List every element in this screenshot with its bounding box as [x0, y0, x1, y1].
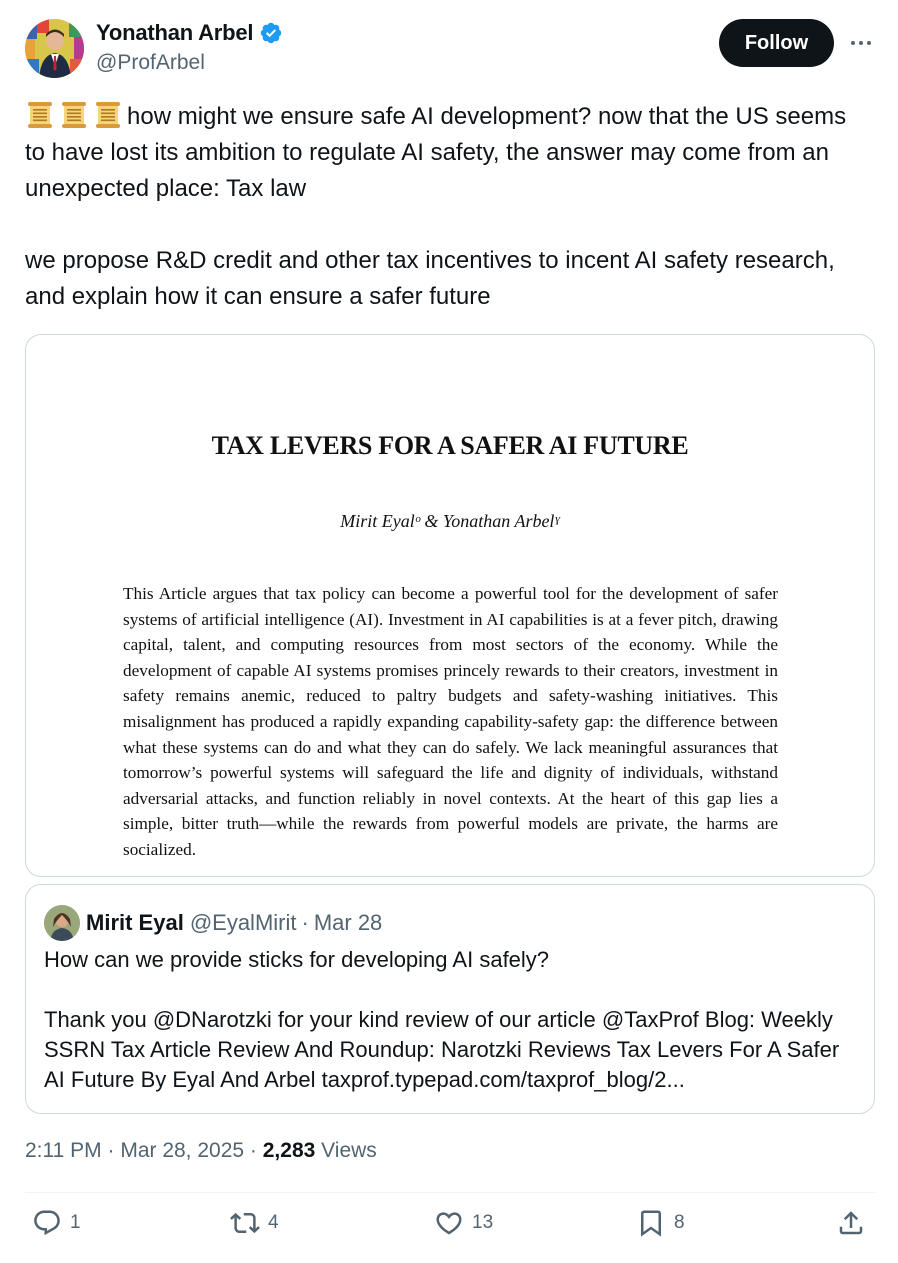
quoted-tweet-date: Mar 28 — [313, 910, 383, 935]
action-bar — [0, 1208, 898, 1248]
quoted-author-handle: @EyalMirit — [189, 910, 297, 935]
bookmark-icon — [636, 1208, 666, 1238]
author-avatar[interactable] — [25, 19, 84, 78]
author-handle[interactable]: @ProfArbel — [96, 51, 205, 74]
views-count: 2,283 — [262, 1139, 316, 1162]
repost-icon — [230, 1208, 260, 1238]
quoted-tweet-header — [44, 905, 382, 941]
meta-separator: · — [244, 1139, 263, 1162]
tweet-paragraph-2: we propose R&D credit and other tax incentives to incent AI safety research, and explain how it can ensure a safer future — [25, 247, 835, 310]
quoted-tweet-line-2: Thank you @DNarotzki for your kind review of our article @TaxProf Blog: Weekly SSRN Tax Article Review And Roundup: Narotzki Reviews Tax Levers For A Safer AI Future By Eyal And Arbel taxprof.typepad.com/taxprof_blog/2... — [44, 1007, 840, 1092]
tweet-paragraph-1 — [25, 99, 865, 207]
like-button[interactable] — [434, 1208, 493, 1238]
author-name-row[interactable] — [96, 20, 283, 46]
reply-count: 1 — [70, 1212, 81, 1233]
quoted-tweet-text — [44, 945, 854, 1095]
heart-icon — [434, 1208, 464, 1238]
tweet-time[interactable]: 2:11 PM — [25, 1139, 102, 1162]
quoted-tweet[interactable] — [25, 884, 875, 1114]
paper-title: TAX LEVERS FOR A SAFER AI FUTURE — [211, 431, 689, 460]
bookmark-button[interactable] — [636, 1208, 685, 1238]
separator-dot: · — [301, 910, 309, 935]
scroll-emoji-icon — [25, 100, 55, 130]
quoted-author-avatar — [44, 905, 80, 941]
tweet-date[interactable]: Mar 28, 2025 — [120, 1139, 245, 1162]
tweet-meta — [25, 1139, 377, 1163]
quoted-author-name: Mirit Eyal — [86, 910, 184, 935]
reply-icon — [32, 1208, 62, 1238]
scroll-emoji-icon — [93, 100, 123, 130]
like-count: 13 — [472, 1212, 494, 1233]
views-label: Views — [315, 1139, 377, 1162]
tweet-media-image[interactable] — [25, 334, 875, 877]
follow-button[interactable]: Follow — [719, 19, 834, 67]
quoted-tweet-line-1: How can we provide sticks for developing AI safely? — [44, 947, 550, 972]
verified-badge-icon — [259, 21, 283, 45]
more-options-icon[interactable] — [846, 28, 876, 58]
share-button[interactable] — [836, 1208, 866, 1238]
repost-button[interactable] — [230, 1208, 279, 1238]
repost-count: 4 — [268, 1212, 279, 1233]
paper-abstract: This Article argues that tax policy can become a powerful tool for the development of safer systems of artificial intelligence (AI). Investment in AI capabilities is at a fever pitch, drawing capital, talent, and computing resources from most sectors of the economy. While the development of capable AI systems promises princely rewards to their creators, investment in safety remains anemic, reduced to paltry budgets and safety-washing initiatives. This misalignment has produced a rapidly expanding capability-safety gap: the difference between what these systems can do and what they can do safely. We lack meaningful assurances that tomorrow’s powerful systems will safeguard the life and dignity of individuals, withstand adversarial attacks, and function reliably in novel contexts. At the heart of this gap lies a simple, bitter truth—while the rewards from powerful models are private, the harms are socialized. — [123, 584, 778, 859]
tweet-paragraph-1-text: how might we ensure safe AI development? now that the US seems to have lost its ambition to regulate AI safety, the answer may come from an unexpected place: Tax law — [25, 103, 847, 202]
paper-authors: Mirit Eyalᵒ & Yonathan Arbelˠ — [340, 511, 560, 531]
share-icon — [836, 1208, 866, 1238]
bookmark-count: 8 — [674, 1212, 685, 1233]
tweet-text — [25, 99, 865, 315]
reply-button[interactable] — [32, 1208, 81, 1238]
scroll-emoji-icon — [59, 100, 89, 130]
divider — [25, 1192, 875, 1193]
meta-separator: · — [101, 1139, 121, 1162]
author-display-name[interactable]: Yonathan Arbel — [96, 20, 254, 45]
